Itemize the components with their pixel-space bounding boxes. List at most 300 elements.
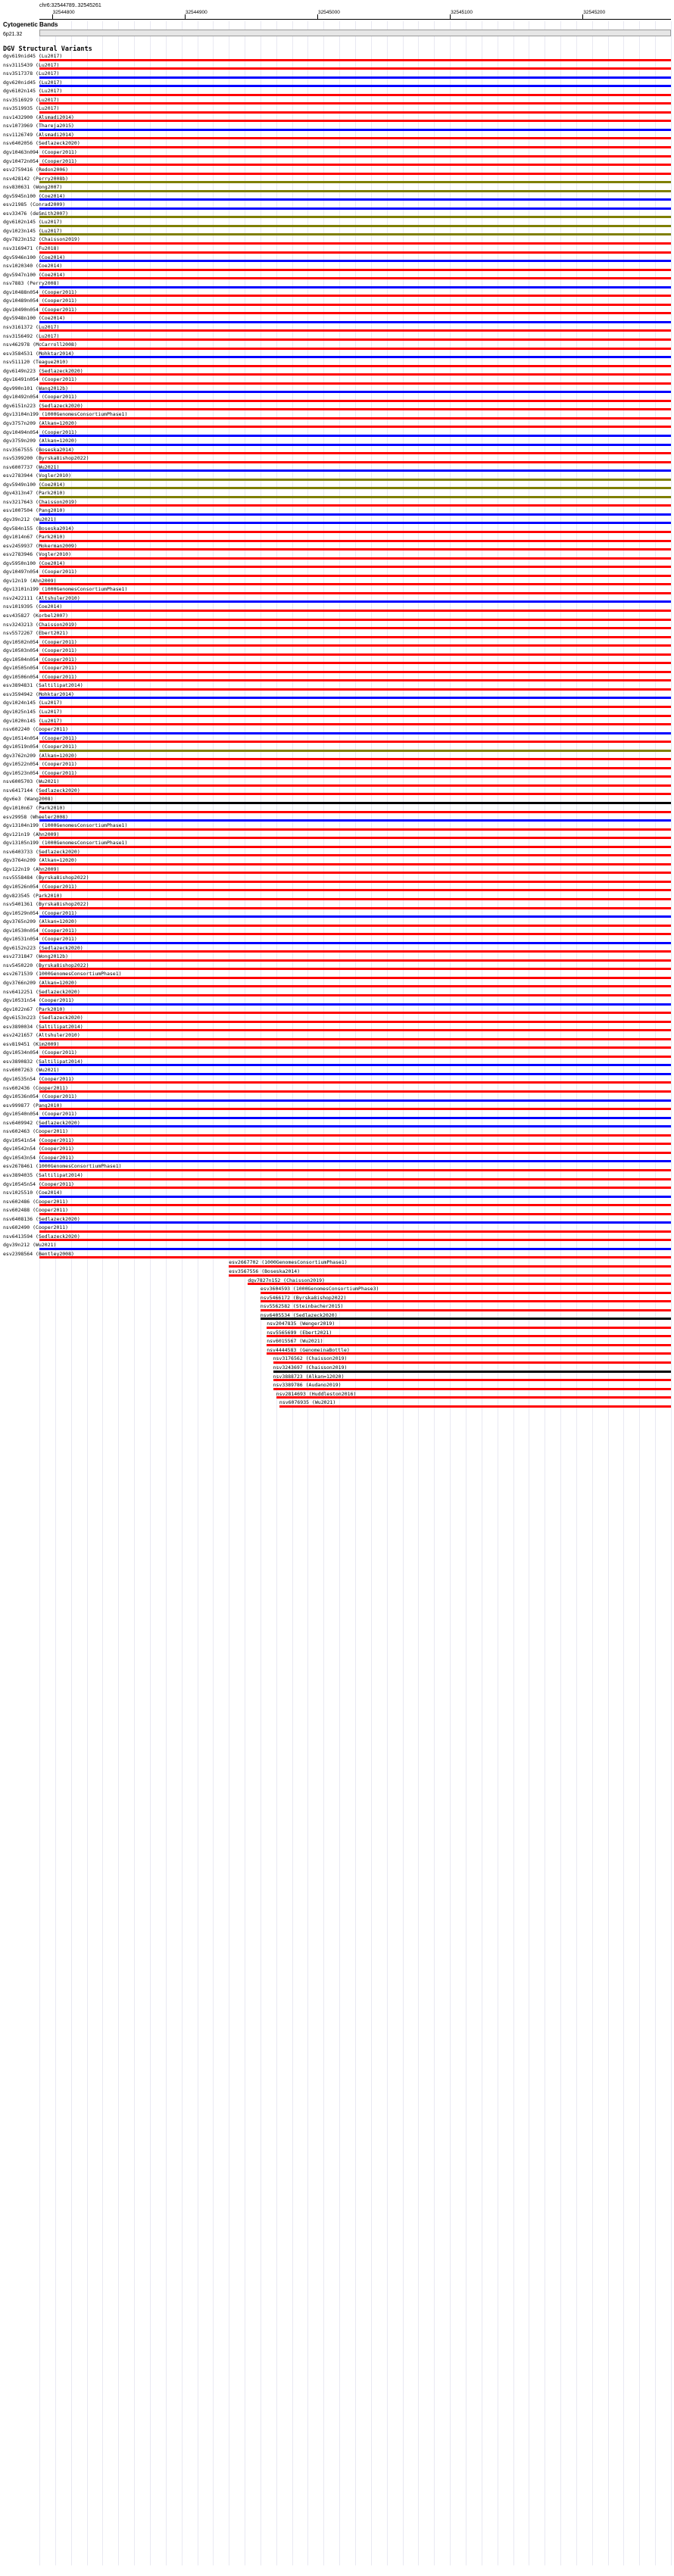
sv-row[interactable]: [0, 1049, 674, 1059]
sv-row-bar[interactable]: [261, 1300, 671, 1302]
sv-row-bar[interactable]: [39, 662, 671, 664]
sv-row-bar[interactable]: [39, 715, 671, 717]
sv-row[interactable]: [0, 105, 674, 114]
sv-row[interactable]: [0, 1382, 674, 1391]
sv-row[interactable]: [0, 735, 674, 744]
sv-row-bar[interactable]: [276, 1396, 671, 1399]
sv-row-bar[interactable]: [39, 164, 671, 166]
sv-row-bar[interactable]: [39, 1187, 671, 1189]
sv-row[interactable]: [0, 324, 674, 333]
sv-row-bar[interactable]: [39, 566, 671, 568]
sv-row[interactable]: [0, 219, 674, 228]
sv-row-bar[interactable]: [39, 977, 671, 979]
sv-row[interactable]: [0, 193, 674, 202]
sv-row-bar[interactable]: [39, 461, 671, 463]
sv-row[interactable]: [0, 962, 674, 971]
sv-row-bar[interactable]: [39, 925, 671, 927]
sv-row[interactable]: [0, 1399, 674, 1408]
sv-row[interactable]: [0, 718, 674, 727]
sv-row[interactable]: [0, 394, 674, 403]
sv-row-bar[interactable]: [39, 644, 671, 647]
cytoband-track[interactable]: [0, 21, 674, 42]
sv-row-bar[interactable]: [39, 76, 671, 79]
sv-row[interactable]: [0, 1207, 674, 1216]
sv-row[interactable]: [0, 70, 674, 80]
sv-row[interactable]: [0, 140, 674, 149]
sv-row-bar[interactable]: [39, 915, 671, 918]
sv-row[interactable]: [0, 211, 674, 220]
sv-row-bar[interactable]: [39, 198, 671, 201]
sv-row[interactable]: [0, 53, 674, 62]
sv-row[interactable]: [0, 709, 674, 718]
sv-row[interactable]: [0, 857, 674, 866]
sv-row-bar[interactable]: [39, 898, 671, 900]
sv-row[interactable]: [0, 674, 674, 683]
sv-row-bar[interactable]: [39, 225, 671, 227]
sv-row-bar[interactable]: [261, 1318, 671, 1320]
sv-row[interactable]: [0, 516, 674, 525]
sv-row[interactable]: [0, 149, 674, 158]
sv-row[interactable]: [0, 1181, 674, 1190]
sv-row-bar[interactable]: [39, 85, 671, 87]
sv-row-bar[interactable]: [39, 557, 671, 560]
sv-row[interactable]: [0, 315, 674, 324]
sv-row-bar[interactable]: [39, 277, 671, 279]
sv-row[interactable]: [0, 1093, 674, 1102]
sv-row[interactable]: [0, 245, 674, 254]
sv-track-rows[interactable]: [0, 53, 674, 1408]
sv-row[interactable]: [0, 298, 674, 307]
sv-row[interactable]: [0, 551, 674, 560]
sv-row-bar[interactable]: [39, 120, 671, 122]
sv-row[interactable]: [0, 613, 674, 622]
sv-row-bar[interactable]: [39, 679, 671, 681]
sv-row[interactable]: [0, 289, 674, 298]
sv-row-bar[interactable]: [39, 959, 671, 962]
sv-row[interactable]: [0, 630, 674, 639]
sv-row[interactable]: [0, 1295, 674, 1304]
sv-row-bar[interactable]: [39, 1213, 671, 1215]
sv-row-bar[interactable]: [39, 1143, 671, 1145]
sv-row-bar[interactable]: [39, 1239, 671, 1241]
sv-row[interactable]: [0, 464, 674, 473]
sv-row-bar[interactable]: [267, 1344, 671, 1346]
sv-row[interactable]: [0, 647, 674, 656]
sv-row-bar[interactable]: [39, 408, 671, 410]
sv-row-bar[interactable]: [39, 592, 671, 594]
sv-row-bar[interactable]: [39, 697, 671, 699]
sv-row-bar[interactable]: [39, 767, 671, 769]
sv-row[interactable]: [0, 1303, 674, 1312]
sv-row[interactable]: [0, 411, 674, 420]
sv-row-bar[interactable]: [39, 968, 671, 970]
sv-row[interactable]: [0, 997, 674, 1006]
sv-row-bar[interactable]: [39, 1248, 671, 1250]
sv-row-bar[interactable]: [39, 1073, 671, 1075]
sv-row-bar[interactable]: [267, 1327, 671, 1329]
sv-row-bar[interactable]: [39, 600, 671, 603]
sv-row[interactable]: [0, 656, 674, 666]
sv-row[interactable]: [0, 368, 674, 377]
sv-row[interactable]: [0, 770, 674, 779]
sv-row-bar[interactable]: [39, 706, 671, 708]
sv-row[interactable]: [0, 359, 674, 368]
sv-row-bar[interactable]: [248, 1283, 671, 1285]
sv-row-bar[interactable]: [39, 67, 671, 70]
sv-row[interactable]: [0, 928, 674, 937]
sv-row-bar[interactable]: [39, 137, 671, 139]
sv-row-bar[interactable]: [39, 233, 671, 235]
sv-row[interactable]: [0, 472, 674, 482]
sv-row-bar[interactable]: [273, 1379, 671, 1381]
sv-row-bar[interactable]: [39, 872, 671, 874]
sv-row[interactable]: [0, 1059, 674, 1068]
sv-row-bar[interactable]: [39, 1169, 671, 1171]
sv-row-bar[interactable]: [39, 391, 671, 393]
sv-row-bar[interactable]: [39, 889, 671, 891]
sv-row-bar[interactable]: [39, 365, 671, 367]
sv-row-bar[interactable]: [39, 504, 671, 507]
sv-row-bar[interactable]: [39, 1125, 671, 1127]
sv-row[interactable]: [0, 831, 674, 840]
sv-row-bar[interactable]: [229, 1274, 671, 1277]
sv-row-bar[interactable]: [39, 1230, 671, 1233]
sv-row[interactable]: [0, 866, 674, 875]
sv-row-bar[interactable]: [39, 426, 671, 428]
sv-row[interactable]: [0, 578, 674, 587]
sv-row-bar[interactable]: [39, 102, 671, 104]
sv-row-bar[interactable]: [39, 994, 671, 996]
sv-row[interactable]: [0, 403, 674, 412]
sv-row[interactable]: [0, 507, 674, 516]
sv-row-bar[interactable]: [279, 1405, 671, 1408]
sv-row-bar[interactable]: [267, 1335, 671, 1337]
sv-row-bar[interactable]: [39, 575, 671, 577]
sv-row-bar[interactable]: [39, 750, 671, 752]
sv-row[interactable]: [0, 254, 674, 264]
sv-row-bar[interactable]: [39, 155, 671, 157]
sv-row[interactable]: [0, 490, 674, 499]
sv-row[interactable]: [0, 123, 674, 132]
sv-row[interactable]: [0, 385, 674, 395]
sv-row-bar[interactable]: [39, 1003, 671, 1006]
sv-row[interactable]: [0, 97, 674, 106]
sv-row-bar[interactable]: [39, 242, 671, 245]
sv-row[interactable]: [0, 700, 674, 709]
sv-row[interactable]: [0, 1190, 674, 1199]
sv-row[interactable]: [0, 822, 674, 831]
sv-row-bar[interactable]: [273, 1361, 671, 1364]
sv-row[interactable]: [0, 1024, 674, 1033]
sv-row[interactable]: [0, 1120, 674, 1129]
sv-row-bar[interactable]: [39, 732, 671, 734]
sv-row[interactable]: [0, 918, 674, 928]
sv-row-bar[interactable]: [39, 469, 671, 472]
sv-row[interactable]: [0, 132, 674, 141]
sv-row-bar[interactable]: [39, 1029, 671, 1031]
sv-row[interactable]: [0, 622, 674, 631]
sv-row[interactable]: [0, 228, 674, 237]
sv-row-bar[interactable]: [39, 775, 671, 778]
sv-row[interactable]: [0, 438, 674, 447]
sv-row-bar[interactable]: [39, 942, 671, 944]
sv-row[interactable]: [0, 1128, 674, 1137]
sv-row-bar[interactable]: [39, 129, 671, 131]
sv-row[interactable]: [0, 840, 674, 849]
sv-row-bar[interactable]: [39, 452, 671, 454]
sv-row-bar[interactable]: [39, 373, 671, 376]
sv-row-bar[interactable]: [261, 1292, 671, 1294]
sv-row[interactable]: [0, 1277, 674, 1286]
sv-row[interactable]: [0, 1233, 674, 1243]
sv-row[interactable]: [0, 1312, 674, 1321]
sv-row[interactable]: [0, 1041, 674, 1050]
sv-row-bar[interactable]: [39, 348, 671, 350]
sv-row-bar[interactable]: [39, 636, 671, 638]
sv-row-bar[interactable]: [39, 173, 671, 175]
sv-row[interactable]: [0, 1251, 674, 1260]
sv-row[interactable]: [0, 1330, 674, 1339]
sv-row-bar[interactable]: [39, 216, 671, 218]
sv-row[interactable]: [0, 351, 674, 360]
sv-row[interactable]: [0, 307, 674, 316]
sv-row-bar[interactable]: [39, 1090, 671, 1093]
sv-row[interactable]: [0, 691, 674, 700]
sv-row-bar[interactable]: [39, 269, 671, 271]
sv-row[interactable]: [0, 1242, 674, 1251]
sv-row-bar[interactable]: [39, 619, 671, 621]
sv-row[interactable]: [0, 1015, 674, 1024]
sv-row[interactable]: [0, 682, 674, 691]
sv-row-bar[interactable]: [39, 522, 671, 524]
sv-row-bar[interactable]: [39, 207, 671, 210]
sv-row-bar[interactable]: [39, 417, 671, 419]
sv-row[interactable]: [0, 787, 674, 797]
sv-row[interactable]: [0, 586, 674, 595]
sv-row[interactable]: [0, 1355, 674, 1364]
sv-row-bar[interactable]: [39, 487, 671, 489]
sv-row-bar[interactable]: [39, 723, 671, 725]
sv-row[interactable]: [0, 989, 674, 998]
sv-row-bar[interactable]: [39, 59, 671, 61]
sv-row[interactable]: [0, 447, 674, 456]
sv-row-bar[interactable]: [39, 793, 671, 795]
sv-row[interactable]: [0, 980, 674, 989]
sv-row[interactable]: [0, 639, 674, 648]
sv-row-bar[interactable]: [39, 610, 671, 612]
sv-row[interactable]: [0, 665, 674, 674]
sv-row[interactable]: [0, 176, 674, 185]
sv-row[interactable]: [0, 1032, 674, 1041]
sv-row-bar[interactable]: [39, 1152, 671, 1154]
sv-row-bar[interactable]: [39, 513, 671, 516]
sv-row[interactable]: [0, 753, 674, 762]
sv-row-bar[interactable]: [39, 1108, 671, 1110]
sv-row-bar[interactable]: [39, 304, 671, 306]
sv-row[interactable]: [0, 1268, 674, 1277]
sv-row[interactable]: [0, 1085, 674, 1094]
sv-row[interactable]: [0, 849, 674, 858]
cytoband-bar[interactable]: [39, 30, 671, 36]
sv-row-bar[interactable]: [39, 881, 671, 883]
sv-row[interactable]: [0, 272, 674, 281]
sv-row[interactable]: [0, 1338, 674, 1347]
sv-row-bar[interactable]: [39, 828, 671, 831]
sv-row[interactable]: [0, 1374, 674, 1383]
sv-row-bar[interactable]: [39, 548, 671, 550]
sv-row[interactable]: [0, 595, 674, 604]
sv-row[interactable]: [0, 184, 674, 193]
sv-row-bar[interactable]: [39, 146, 671, 148]
sv-row[interactable]: [0, 761, 674, 770]
sv-row-bar[interactable]: [39, 950, 671, 953]
sv-row[interactable]: [0, 420, 674, 429]
sv-row[interactable]: [0, 236, 674, 245]
sv-row[interactable]: [0, 1163, 674, 1172]
sv-row-bar[interactable]: [39, 758, 671, 760]
sv-row[interactable]: [0, 910, 674, 919]
sv-row-bar[interactable]: [39, 1021, 671, 1023]
sv-row-bar[interactable]: [39, 321, 671, 323]
sv-row[interactable]: [0, 280, 674, 289]
sv-row[interactable]: [0, 1102, 674, 1112]
sv-row-bar[interactable]: [39, 583, 671, 585]
sv-row[interactable]: [0, 333, 674, 342]
sv-row-bar[interactable]: [39, 688, 671, 691]
sv-row-bar[interactable]: [39, 811, 671, 813]
sv-row[interactable]: [0, 1364, 674, 1374]
sv-row-bar[interactable]: [39, 627, 671, 629]
sv-row[interactable]: [0, 455, 674, 464]
sv-row-bar[interactable]: [39, 312, 671, 314]
sv-row[interactable]: [0, 805, 674, 814]
sv-row-bar[interactable]: [267, 1352, 671, 1355]
sv-row[interactable]: [0, 936, 674, 945]
sv-row-bar[interactable]: [39, 846, 671, 848]
sv-row[interactable]: [0, 341, 674, 351]
sv-row-bar[interactable]: [273, 1388, 671, 1390]
sv-row[interactable]: [0, 167, 674, 176]
sv-row[interactable]: [0, 88, 674, 97]
sv-row[interactable]: [0, 1347, 674, 1356]
sv-row-bar[interactable]: [39, 329, 671, 332]
sv-row-bar[interactable]: [39, 933, 671, 935]
sv-row[interactable]: [0, 1111, 674, 1120]
sv-row-bar[interactable]: [39, 479, 671, 481]
sv-row-bar[interactable]: [39, 94, 671, 96]
sv-row[interactable]: [0, 1146, 674, 1155]
sv-row-bar[interactable]: [39, 181, 671, 183]
sv-row[interactable]: [0, 429, 674, 438]
sv-row[interactable]: [0, 778, 674, 787]
sv-row[interactable]: [0, 1137, 674, 1146]
sv-row[interactable]: [0, 534, 674, 543]
sv-row[interactable]: [0, 971, 674, 980]
sv-row-bar[interactable]: [39, 1160, 671, 1162]
sv-row-bar[interactable]: [39, 1204, 671, 1206]
sv-row-bar[interactable]: [39, 837, 671, 839]
sv-row-bar[interactable]: [39, 435, 671, 437]
sv-row[interactable]: [0, 543, 674, 552]
sv-row[interactable]: [0, 1172, 674, 1181]
sv-row-bar[interactable]: [39, 251, 671, 254]
sv-row-bar[interactable]: [39, 1117, 671, 1119]
sv-row-bar[interactable]: [39, 1012, 671, 1014]
sv-row[interactable]: [0, 945, 674, 954]
sv-row-bar[interactable]: [39, 286, 671, 288]
sv-row-bar[interactable]: [39, 1178, 671, 1180]
sv-row-bar[interactable]: [39, 863, 671, 865]
sv-row[interactable]: [0, 376, 674, 385]
sv-row-bar[interactable]: [39, 1221, 671, 1224]
sv-row[interactable]: [0, 263, 674, 272]
sv-row[interactable]: [0, 62, 674, 71]
sv-row-bar[interactable]: [39, 802, 671, 804]
sv-row-bar[interactable]: [39, 338, 671, 341]
sv-row[interactable]: [0, 569, 674, 578]
sv-row[interactable]: [0, 1259, 674, 1268]
sv-row-bar[interactable]: [39, 400, 671, 402]
sv-row[interactable]: [0, 1199, 674, 1208]
sv-row-bar[interactable]: [39, 907, 671, 909]
sv-row-bar[interactable]: [39, 1046, 671, 1049]
sv-row-bar[interactable]: [39, 819, 671, 822]
sv-row-bar[interactable]: [39, 1099, 671, 1102]
sv-row-bar[interactable]: [39, 1056, 671, 1058]
sv-row[interactable]: [0, 80, 674, 89]
sv-row[interactable]: [0, 560, 674, 569]
sv-row-bar[interactable]: [39, 1038, 671, 1040]
sv-row[interactable]: [0, 1391, 674, 1400]
sv-row-bar[interactable]: [39, 1256, 671, 1258]
sv-row-bar[interactable]: [261, 1309, 671, 1311]
sv-row[interactable]: [0, 201, 674, 211]
sv-row-bar[interactable]: [39, 1196, 671, 1198]
sv-row[interactable]: [0, 953, 674, 962]
sv-row-bar[interactable]: [39, 671, 671, 673]
sv-row-bar[interactable]: [39, 444, 671, 446]
sv-row-bar[interactable]: [39, 985, 671, 987]
sv-row[interactable]: [0, 114, 674, 123]
sv-row-bar[interactable]: [39, 1081, 671, 1084]
sv-row-bar[interactable]: [39, 741, 671, 743]
sv-row-bar[interactable]: [229, 1265, 671, 1268]
sv-row[interactable]: [0, 884, 674, 893]
sv-row-bar[interactable]: [39, 382, 671, 385]
sv-row[interactable]: [0, 499, 674, 508]
sv-row[interactable]: [0, 1224, 674, 1233]
sv-row[interactable]: [0, 744, 674, 753]
sv-row-bar[interactable]: [39, 190, 671, 192]
sv-row[interactable]: [0, 482, 674, 491]
sv-row-bar[interactable]: [273, 1371, 671, 1373]
sv-row-bar[interactable]: [39, 356, 671, 358]
sv-row[interactable]: [0, 158, 674, 167]
sv-row[interactable]: [0, 796, 674, 805]
sv-row[interactable]: [0, 603, 674, 613]
sv-row-bar[interactable]: [39, 295, 671, 297]
sv-row-bar[interactable]: [39, 496, 671, 498]
sv-row[interactable]: [0, 1321, 674, 1330]
sv-row-bar[interactable]: [39, 1134, 671, 1137]
sv-row[interactable]: [0, 814, 674, 823]
sv-row-bar[interactable]: [39, 111, 671, 114]
sv-row-bar[interactable]: [39, 854, 671, 856]
sv-row-bar[interactable]: [39, 531, 671, 533]
sv-row[interactable]: [0, 1216, 674, 1225]
sv-row-bar[interactable]: [39, 784, 671, 787]
sv-row[interactable]: [0, 1286, 674, 1295]
